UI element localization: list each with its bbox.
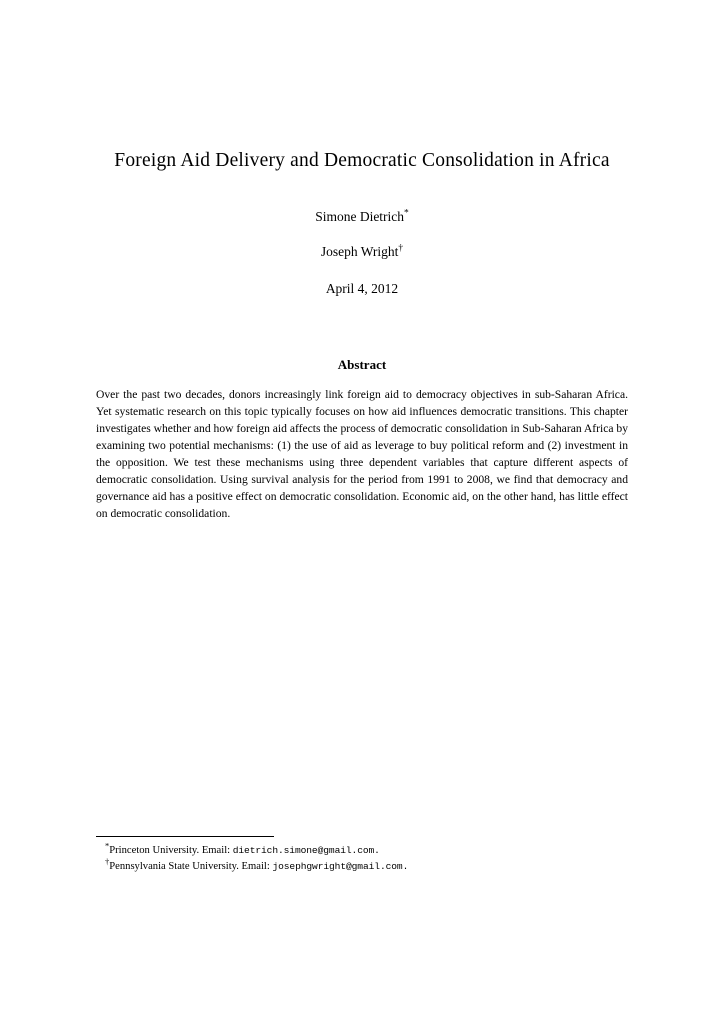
footnote-2 — [96, 856, 628, 875]
footnote-list — [96, 840, 628, 875]
footnote-2-mark: † — [105, 856, 110, 867]
author-1 — [96, 209, 628, 225]
footnote-separator — [96, 836, 274, 837]
abstract-text: Over the past two decades, donors increasingly link foreign aid to democracy objectives in sub-Saharan Africa. Yet systematic research on this topic typically focuses on how aid influences democratic transitions. This chapter investigates whether and how foreign aid affects the process of democratic consolidation in Sub-Saharan Africa by examining two potential mechanisms: (1) the use of aid as leverage to buy political reform and (2) investment in the opposition. We test these mechanisms using three dependent variables that capture different aspects of democratic consolidation. Using survival analysis for the period from 1991 to 2008, we find that democracy and governance aid has a positive effect on democratic consolidation. Economic aid, on the other hand, has little effect on democratic consolidation. — [96, 388, 628, 520]
footnote-2-text: Pennsylvania State University. Email: — [109, 860, 270, 872]
footnote-1-text: Princeton University. Email: — [109, 845, 231, 856]
author-1-name: Simone Dietrich — [315, 209, 405, 225]
footnote-1-mark: * — [105, 840, 110, 851]
author-1-footnote-mark[interactable]: * — [404, 208, 409, 219]
page-title: Foreign Aid Delivery and Democratic Consolidation in Africa — [114, 150, 610, 171]
abstract-heading: Abstract — [337, 357, 387, 373]
footnote-1 — [96, 840, 628, 859]
author-2-footnote-mark[interactable]: † — [398, 243, 404, 254]
author-2 — [96, 244, 628, 260]
author-2-name: Joseph Wright — [320, 244, 399, 260]
footnote-2-email[interactable]: josephgwright@gmail.com. — [272, 860, 409, 872]
footnote-1-email[interactable]: dietrich.simone@gmail.com. — [232, 845, 380, 856]
paper-content — [96, 0, 628, 523]
publication-date: April 4, 2012 — [325, 281, 399, 297]
